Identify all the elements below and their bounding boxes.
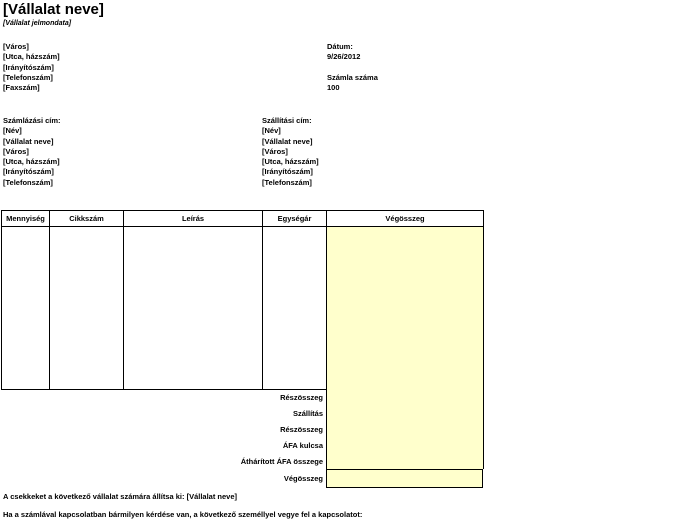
- quantity-cell[interactable]: [2, 227, 50, 390]
- address-phone: [Telefonszám]: [3, 72, 53, 82]
- table-row: [2, 227, 484, 390]
- subtotal-2-label: Részösszeg: [280, 425, 323, 434]
- invoice-number-label: Számla száma: [327, 72, 378, 82]
- billing-name: [Név]: [3, 126, 22, 136]
- vat-amount-label: Áthárított ÁFA összege: [240, 457, 323, 466]
- address-fax: [Faxszám]: [3, 83, 40, 93]
- col-quantity: Mennyiség: [2, 211, 50, 227]
- subtotal-label: Részösszeg: [280, 393, 323, 402]
- item-number-cell[interactable]: [50, 227, 124, 390]
- shipping-address: [262, 116, 319, 188]
- col-total: Végösszeg: [327, 211, 484, 227]
- footer-check-note: A csekkeket a következő vállalat számára állítsa ki: [Vállalat neve]: [3, 492, 238, 501]
- address-street: [Utca, házszám]: [3, 52, 60, 62]
- company-name: [Vállalat neve]: [3, 1, 104, 18]
- vat-rate-label: ÁFA kulcsa: [282, 441, 323, 450]
- shipping-street: [Utca, házszám]: [262, 157, 319, 167]
- billing-city: [Város]: [3, 146, 29, 156]
- col-unit-price: Egységár: [263, 211, 327, 227]
- shipping-heading: Szállítási cím:: [262, 116, 312, 125]
- col-description: Leírás: [124, 211, 263, 227]
- billing-heading: Számlázási cím:: [3, 116, 61, 125]
- company-slogan: [Vállalat jelmondata]: [3, 20, 72, 27]
- items-table: [1, 210, 484, 390]
- date-value: 9/26/2012: [327, 52, 361, 62]
- shipping-company: [Vállalat neve]: [262, 136, 313, 146]
- shipping-cost-label: Szállítás: [292, 409, 323, 418]
- col-item-number: Cikkszám: [50, 211, 124, 227]
- date-label: Dátum:: [327, 42, 353, 51]
- shipping-phone: [Telefonszám]: [262, 177, 312, 187]
- shipping-zip: [Irányítószám]: [262, 167, 313, 177]
- grand-total-label: Végösszeg: [283, 474, 323, 483]
- company-address: [3, 42, 60, 93]
- invoice-meta: [327, 42, 378, 93]
- footer-contact-note: Ha a számlával kapcsolatban bármilyen kérdése van, a következő személlyel vegye fel a kapcsolatot:: [3, 510, 363, 519]
- address-city: [Város]: [3, 42, 29, 51]
- totals-values-column[interactable]: [326, 389, 484, 469]
- billing-company: [Vállalat neve]: [3, 136, 54, 146]
- total-cell[interactable]: [327, 227, 484, 390]
- shipping-city: [Város]: [262, 146, 288, 156]
- unit-price-cell[interactable]: [263, 227, 327, 390]
- billing-phone: [Telefonszám]: [3, 177, 53, 187]
- shipping-name: [Név]: [262, 126, 281, 136]
- billing-address: [3, 116, 61, 188]
- grand-total-cell[interactable]: [326, 469, 483, 488]
- billing-zip: [Irányítószám]: [3, 167, 54, 177]
- address-zip: [Irányítószám]: [3, 62, 54, 72]
- table-header-row: [2, 211, 484, 227]
- description-cell[interactable]: [124, 227, 263, 390]
- billing-street: [Utca, házszám]: [3, 157, 60, 167]
- invoice-number-value: 100: [327, 83, 340, 93]
